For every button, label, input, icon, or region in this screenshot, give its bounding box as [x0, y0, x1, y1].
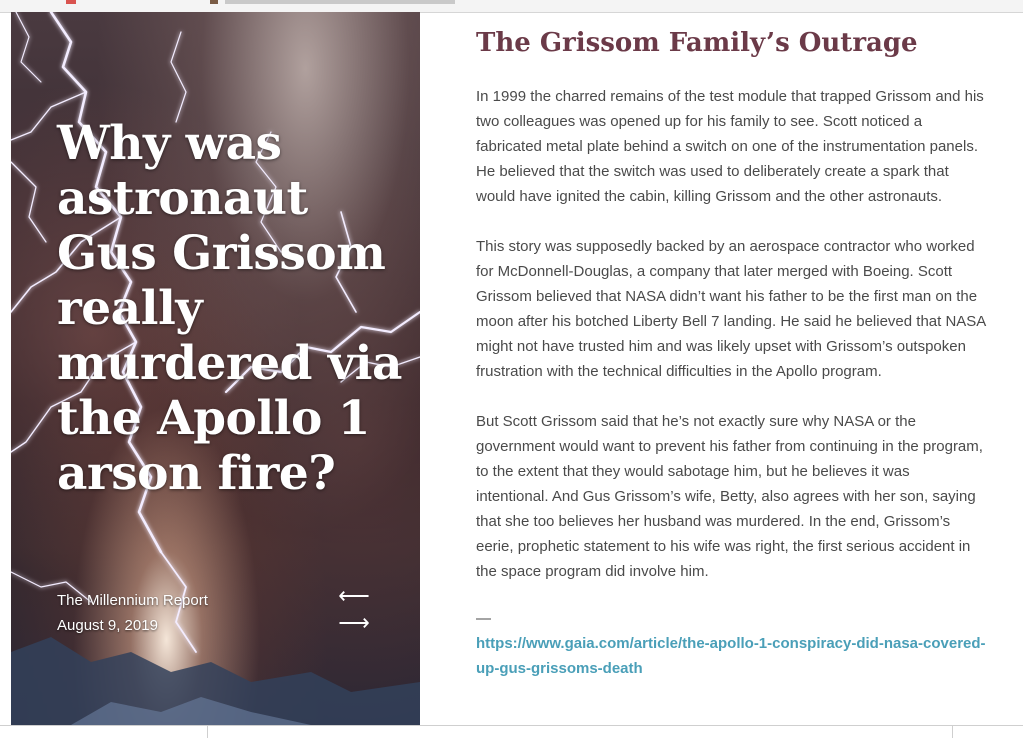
- next-arrow-icon[interactable]: ⟶: [338, 610, 370, 635]
- favicon-red: [66, 0, 76, 4]
- tab-title-strip: [225, 0, 455, 4]
- publish-date: August 9, 2019: [57, 617, 158, 634]
- source-link[interactable]: https://www.gaia.com/article/the-apollo-1-conspiracy-did-nasa-covered-up-gus-grissoms-death: [476, 635, 986, 677]
- article-body: [476, 24, 986, 681]
- hero-headline: Why was astronaut Gus Grissom really murdered via the Apollo 1 arson fire?: [57, 116, 402, 501]
- paragraph-2: This story was supposedly backed by an aerospace contractor who worked for McDonnell-Douglas, a company that later merged with Boeing. Scott Grissom believed that NASA didn’t want his father to be the first man on the moon after his botched Liberty Bell 7 landing. He said he believed that NASA might not have trusted him and was likely upset with Grissom’s outspoken frustration with the technical difficulties in the Apollo program.: [476, 238, 986, 380]
- browser-bottom-strip: [0, 725, 1023, 738]
- previous-arrow-icon[interactable]: ⟵: [338, 583, 370, 608]
- publisher-name: The Millennium Report: [57, 592, 208, 609]
- favicon-brown: [210, 0, 218, 4]
- hero-panel: [11, 12, 420, 725]
- bottom-divider: [952, 726, 953, 738]
- paragraph-3: But Scott Grissom said that he’s not exactly sure why NASA or the government would want to prevent his father from continuing in the program, to the extent that they would sabotage him, but he believes it was intentional. And Gus Grissom’s wife, Betty, also agrees with her son, saying that she too believes her husband was murdered. In the end, Grissom’s eerie, prophetic statement to his wife was right, the first serious accident in the space program did involve him.: [476, 413, 983, 580]
- section-heading: The Grissom Family’s Outrage: [476, 28, 918, 58]
- paragraph-1: In 1999 the charred remains of the test module that trapped Grissom and his two colleagues was opened up for his family to see. Scott noticed a fabricated metal plate behind a switch on one of the instrumentation panels. He believed that the switch was used to deliberately create a spark that would have ignited the cabin, killing Grissom and the other astronauts.: [476, 88, 984, 205]
- byline: [57, 588, 208, 638]
- bottom-divider: [207, 726, 208, 738]
- separator-dash: —: [476, 610, 491, 627]
